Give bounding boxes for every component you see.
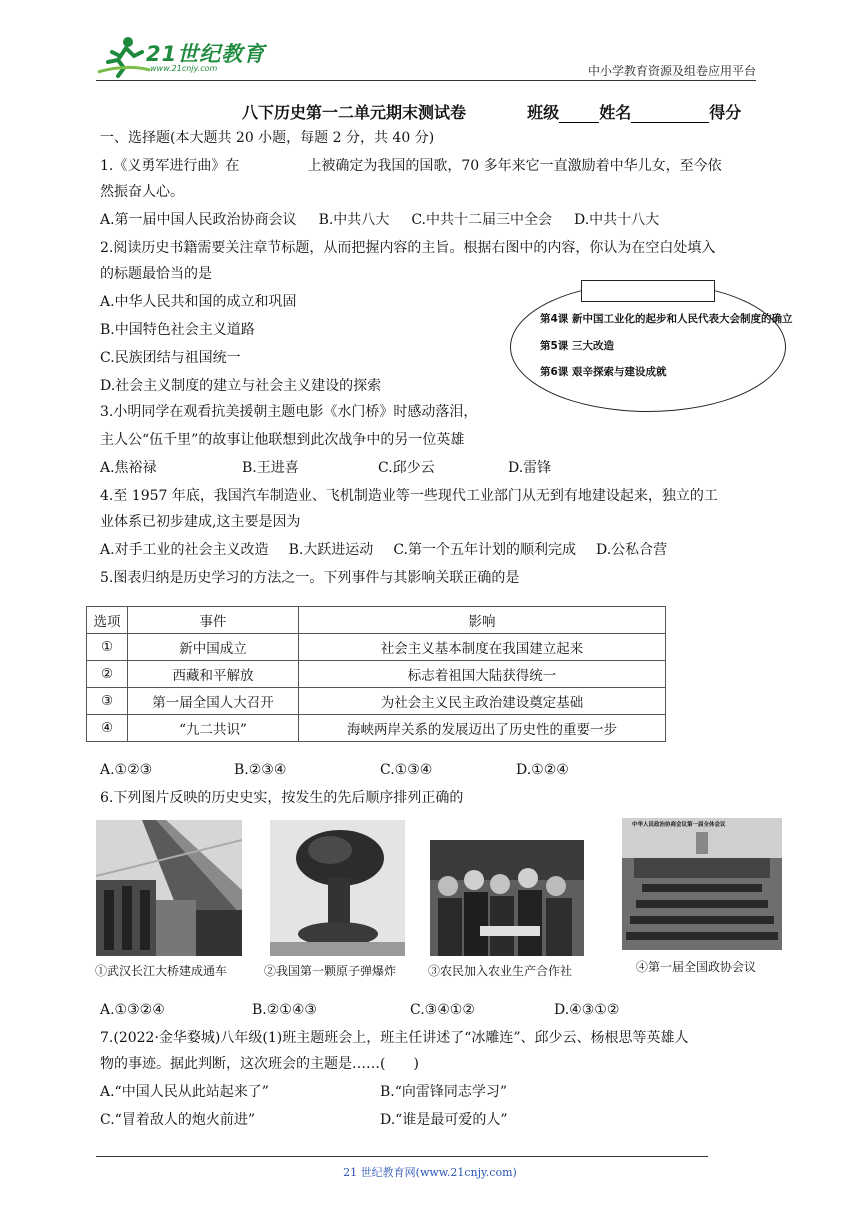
option: A.焦裕禄: [100, 460, 157, 476]
q7-options-row1: [100, 1082, 507, 1102]
table-cell: ③: [87, 688, 128, 715]
photo-caption: ③农民加入农业生产合作社: [428, 964, 573, 978]
table-row: [87, 688, 666, 715]
runner-logo-icon: [96, 34, 152, 78]
option: D.公私合营: [595, 542, 668, 558]
q2-text: 2.阅读历史书籍需要关注章节标题，从而把握内容的主旨。根据右图中的内容，你认为在空白处填入: [100, 240, 716, 256]
figure-lesson-5: 第5课 三大改造: [540, 340, 614, 352]
events-table: [86, 606, 666, 742]
q5-options: [100, 760, 569, 780]
table-row: [87, 661, 666, 688]
table-cell: 第一届全国人大召开: [128, 688, 299, 715]
table-cell: ①: [87, 634, 128, 661]
option: B.“向雷锋同志学习”: [380, 1084, 508, 1100]
option: B.②①④③: [252, 1002, 317, 1018]
option: A.①③②④: [100, 1002, 165, 1018]
table-cell: “九二共识”: [128, 715, 299, 742]
photo-caption: ④第一届全国政协会议: [636, 960, 757, 974]
q1-text-b: 上被确定为我国的国歌，70 多年来它一直激励着中华儿女，至今依: [307, 158, 722, 174]
figure-lesson-4: 第4课 新中国工业化的起步和人民代表大会制度的确立: [540, 313, 793, 325]
option: A.对手工业的社会主义改造: [100, 542, 269, 558]
section-heading: 一、选择题(本大题共 20 小题，每题 2 分，共 40 分): [100, 130, 435, 146]
photo-sign: 中华人民政治协商会议第一届全体会议: [632, 822, 726, 828]
option: C.“冒着敌人的炮火前进”: [100, 1112, 255, 1128]
q3-text: 3.小明同学在观看抗美援朝主题电影《水门桥》时感动落泪，: [100, 404, 478, 420]
option: C.中共十二届三中全会: [411, 212, 552, 228]
option: C.第一个五年计划的顺利完成: [393, 542, 576, 558]
q4-text: 4.至 1957 年底，我国汽车制造业、飞机制造业等一些现代工业部门从无到有地建设起来，独立的工: [100, 488, 718, 504]
option: C.③④①②: [410, 1002, 475, 1018]
table-header-row: [87, 607, 666, 634]
q3-options: [100, 458, 551, 478]
blank-title-box: [581, 280, 715, 302]
table-row: [87, 634, 666, 661]
option: B.大跃进运动: [288, 542, 374, 558]
cppcc-photo: [622, 818, 782, 950]
option: C.民族团结与祖国统一: [100, 350, 241, 366]
table-cell: 社会主义基本制度在我国建立起来: [299, 634, 666, 661]
q2-text-cont: 的标题最恰当的是: [100, 266, 212, 282]
q1-text-a: 1.《义勇军进行曲》在: [100, 158, 240, 174]
option: D.④③①②: [554, 1002, 620, 1018]
q1-options: [100, 210, 659, 230]
option: B.王进喜: [242, 460, 299, 476]
q4-options: [100, 540, 667, 560]
option: B.中共八大: [318, 212, 390, 228]
q3-text-cont: 主人公“伍千里”的故事让他联想到此次战争中的另一位英雄: [100, 432, 465, 448]
table-cell: ④: [87, 715, 128, 742]
q4-text-cont: 业体系已初步建成,这主要是因为: [100, 514, 301, 530]
score-label: 得分: [709, 103, 742, 122]
option: B.中国特色社会主义道路: [100, 322, 255, 338]
option: A.“中国人民从此站起来了”: [100, 1084, 269, 1100]
class-blank: [559, 106, 599, 123]
logo-url: www.21cnjy.com: [150, 64, 218, 73]
option: D.社会主义制度的建立与社会主义建设的探索: [100, 378, 382, 394]
bridge-photo: [96, 820, 242, 956]
table-row: [87, 715, 666, 742]
option: A.中华人民共和国的成立和巩固: [100, 294, 297, 310]
table-cell: 新中国成立: [128, 634, 299, 661]
atomic-bomb-photo: [270, 820, 405, 956]
option: D.“谁是最可爱的人”: [380, 1112, 508, 1128]
option: A.第一届中国人民政治协商会议: [100, 212, 297, 228]
table-cell: 海峡两岸关系的发展迈出了历史性的重要一步: [299, 715, 666, 742]
option: C.①③④: [380, 762, 433, 778]
q6-text: 6.下列图片反映的历史史实，按发生的先后顺序排列正确的: [100, 790, 464, 806]
footer-divider: [96, 1156, 708, 1157]
table-cell: 标志着祖国大陆获得统一: [299, 661, 666, 688]
footer-text: 21 世纪教育网(www.21cnjy.com): [343, 1166, 517, 1179]
option: B.②③④: [234, 762, 287, 778]
class-label: 班级: [527, 103, 560, 122]
title-main: 八下历史第一二单元期末测试卷: [242, 103, 467, 122]
q7-options-row2: [100, 1110, 508, 1130]
photo-caption: ①武汉长江大桥建成通车: [95, 964, 228, 978]
header-divider: [96, 80, 756, 81]
logo-text: 21世纪教育: [146, 42, 266, 66]
q1-text: [100, 156, 722, 176]
figure-lesson-6: 第6课 艰辛探索与建设成就: [540, 366, 667, 378]
name-label: 姓名: [599, 103, 632, 122]
table-cell: 西藏和平解放: [128, 661, 299, 688]
q5-text: 5.图表归纳是历史学习的方法之一。下列事件与其影响关联正确的是: [100, 570, 520, 586]
photo-caption: ②我国第一颗原子弹爆炸: [264, 964, 397, 978]
q6-options: [100, 1000, 619, 1020]
option: D.中共十八大: [573, 212, 660, 228]
name-blank: [631, 106, 709, 123]
option: C.邱少云: [378, 460, 435, 476]
table-cell: ②: [87, 661, 128, 688]
q7-text: 7.(2022·金华婺城)八年级(1)班主题班会上，班主任讲述了“冰雕连”、邱少云、杨根思等英雄人: [100, 1030, 689, 1046]
platform-name: 中小学教育资源及组卷应用平台: [587, 64, 756, 78]
table-header: 事件: [128, 607, 299, 634]
q7-text-cont: 物的事迹。据此判断，这次班会的主题是……( ): [100, 1056, 419, 1072]
option: D.①②④: [516, 762, 569, 778]
q1-text-cont: 然振奋人心。: [100, 184, 184, 200]
cooperative-photo: [430, 840, 584, 956]
exam-title: [242, 100, 741, 123]
option: D.雷锋: [508, 460, 552, 476]
option: A.①②③: [100, 762, 153, 778]
table-cell: 为社会主义民主政治建设奠定基础: [299, 688, 666, 715]
table-header: 影响: [299, 607, 666, 634]
table-header: 选项: [87, 607, 128, 634]
